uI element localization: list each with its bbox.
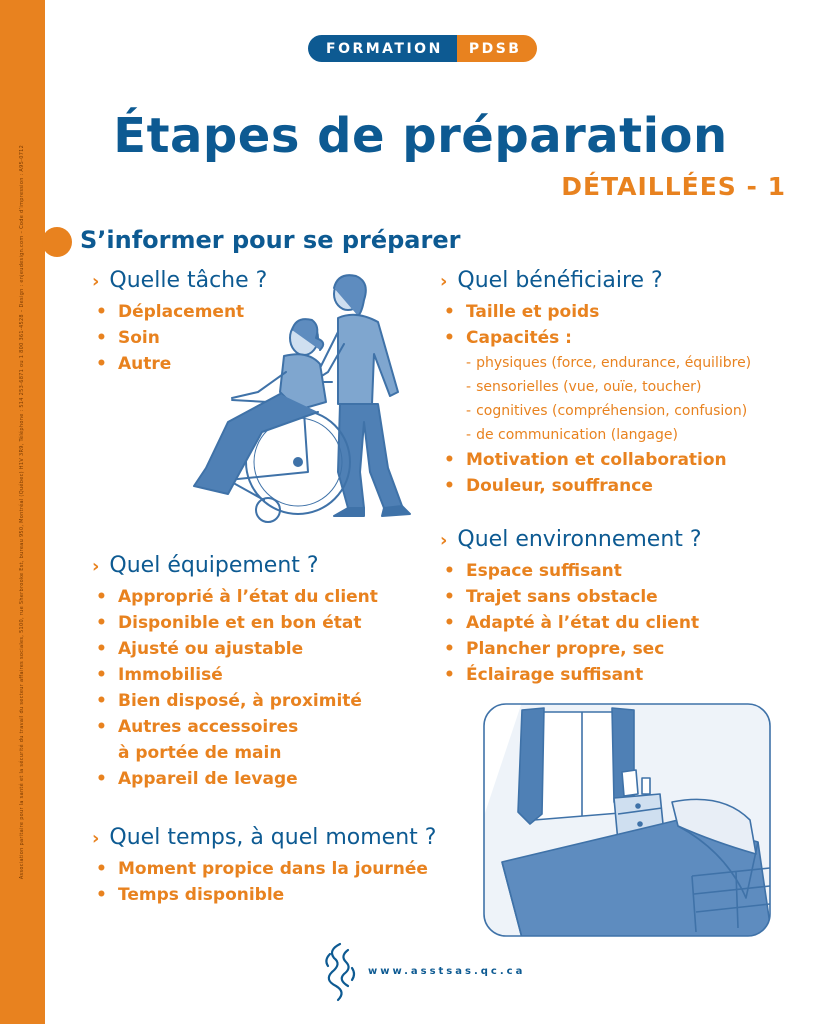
equipement-list [92,584,378,792]
list-item: • Trajet sans obstacle [440,584,702,610]
list-item: • Temps disponible [92,882,436,908]
bedroom-illustration [482,702,772,938]
list-item: • Autre [92,351,267,377]
list-item-line: à portée de main [118,743,282,763]
list-item: • Motivation et collaboration [440,447,751,473]
list-item-line: • Autres accessoires [118,717,299,737]
list-item: • Bien disposé, à proximité [92,688,378,714]
list-item [92,714,378,766]
list-item: • Déplacement [92,299,267,325]
sub-item: - sensorielles (vue, ouïe, toucher) [466,379,702,395]
list-item: • Adapté à l’état du client [440,610,702,636]
sub-item: - physiques (force, endurance, équilibre) [466,355,752,371]
question-environnement-label: Quel environnement ? [457,527,702,552]
sub-item-text: de communication (langage) [476,427,678,443]
section-title: S’informer pour se préparer [80,226,461,254]
question-beneficiaire [440,268,751,499]
chevron-right-icon: › [92,271,100,292]
badge-left: FORMATION [308,35,457,62]
chevron-right-icon: › [92,556,100,577]
list-item: • Douleur, souffrance [440,473,751,499]
sub-item-text: sensorielles (vue, ouïe, toucher) [476,379,702,395]
question-environnement [440,527,702,688]
list-item: • Espace suffisant [440,558,702,584]
question-temps-label: Quel temps, à quel moment ? [109,825,437,850]
list-item: • Ajusté ou ajustable [92,636,378,662]
chevron-right-icon: › [440,271,448,292]
question-equipement-label: Quel équipement ? [109,553,319,578]
question-temps-heading [92,825,436,852]
list-item: • Disponible et en bon état [92,610,378,636]
list-item: • Immobilisé [92,662,378,688]
question-environnement-heading [440,527,702,554]
question-beneficiaire-label: Quel bénéficiaire ? [457,268,663,293]
question-equipement [92,553,378,792]
section-marker [42,227,72,257]
formation-badge [308,35,537,62]
sub-item: - de communication (langage) [466,427,678,443]
page-title: Étapes de préparation [113,108,728,164]
chevron-right-icon: › [92,828,100,849]
question-equipement-heading [92,553,378,580]
temps-list [92,856,436,908]
sub-item-text: cognitives (compréhension, confusion) [476,403,748,419]
beneficiaire-list [440,299,751,499]
sub-item-text: physiques (force, endurance, équilibre) [476,355,752,371]
environnement-list [440,558,702,688]
list-item: • Capacités : [440,325,751,351]
footer-url: www.asstsas.qc.ca [368,966,526,977]
sub-item: - cognitives (compréhension, confusion) [466,403,748,419]
list-item: • Moment propice dans la journée [92,856,436,882]
list-item: • Éclairage suffisant [440,662,702,688]
list-item: • Approprié à l’état du client [92,584,378,610]
question-temps [92,825,436,908]
badge-right: PDSB [457,35,538,62]
list-item: • Appareil de levage [92,766,378,792]
wheelchair-caregiver-illustration [188,272,420,526]
chevron-right-icon: › [440,530,448,551]
list-item: • Plancher propre, sec [440,636,702,662]
page-subtitle: DÉTAILLÉES - 1 [561,172,786,201]
question-tache-label: Quelle tâche ? [109,268,268,293]
list-item: • Soin [92,325,267,351]
question-beneficiaire-heading [440,268,751,295]
list-item: • Taille et poids [440,299,751,325]
asstsas-logo [320,940,360,1002]
side-legal-text: Association paritaire pour la santé et la sécurité du travail du secteur affaires sociales, 5100, rue Sherbrooke Est, bureau 950, Montréal (Québec) H1V 3R9, Téléphone : 514 253-6871 ou 1 800 361-4528 – Design : enjeudesign.com – Code d’impression : A95-0712 [19,144,25,880]
